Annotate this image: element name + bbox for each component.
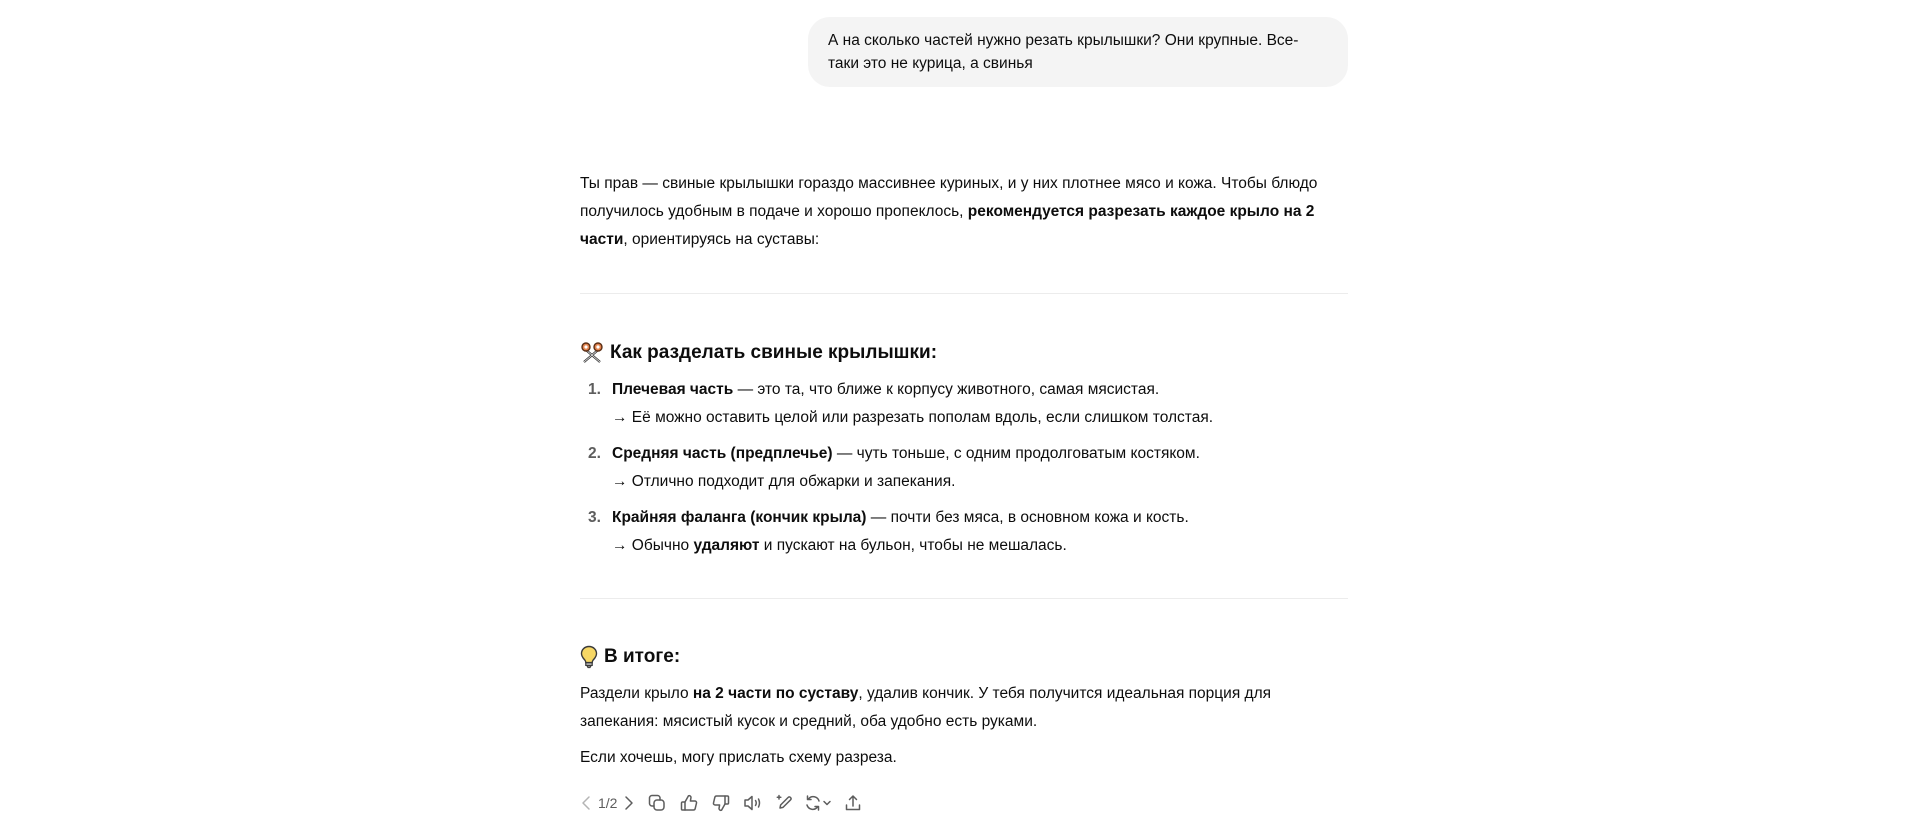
assistant-intro [580, 170, 1348, 254]
section-heading-cutting [580, 339, 937, 367]
offer-paragraph: Если хочешь, могу прислать схему разреза. [580, 749, 897, 766]
chevron-left-icon [581, 795, 591, 811]
divider [580, 598, 1348, 599]
scissors-icon [580, 341, 604, 365]
list-item-subline [612, 468, 1348, 496]
list-item [580, 504, 1348, 560]
edit-in-canvas-button[interactable] [769, 789, 801, 817]
intro-text: Ты прав — свиные крылышки гораздо массивнее куриных, и у них плотнее мясо и кожа. Чтобы блюдо получилось удобным в подаче и хорошо пропеклось, [580, 175, 1318, 220]
list-number: 3. [588, 509, 601, 526]
section-heading-summary [580, 643, 680, 671]
list-item [580, 376, 1348, 432]
list-item-bold: Средняя часть (предплечье) [612, 445, 833, 462]
cutting-steps-list [580, 376, 1348, 568]
thumbs-up-icon [680, 794, 698, 812]
list-item-text: — чуть тоньше, с одним продолговатым костяком. [832, 445, 1200, 462]
list-item-bold: Крайняя фаланга (кончик крыла) [612, 509, 867, 526]
subline-text-end: и пускают на бульон, чтобы не мешалась. [759, 537, 1067, 554]
user-message-text: А на сколько частей нужно резать крылышки? Они крупные. Все-таки это не курица, а свинья [828, 32, 1299, 72]
subline-text: → Обычно [612, 537, 694, 554]
summary-text-end: , удалив кончик. У тебя получится идеальная порция для запекания: мясистый кусок и средний, оба удобно есть руками. [580, 685, 1272, 730]
section-heading-text: Как разделать свиные крылышки: [610, 342, 938, 363]
list-number: 2. [588, 445, 601, 462]
list-item [580, 440, 1348, 496]
divider [580, 293, 1348, 294]
message-action-bar [578, 789, 869, 817]
speaker-icon [743, 794, 763, 812]
list-item-subline [612, 532, 1348, 560]
bad-response-button[interactable] [705, 789, 737, 817]
summary-block [580, 680, 1348, 780]
previous-response-button[interactable] [578, 789, 594, 817]
share-button[interactable] [837, 789, 869, 817]
subline-text: → Её можно оставить целой или разрезать пополам вдоль, если слишком толстая. [612, 409, 1214, 426]
share-upload-icon [844, 794, 862, 812]
list-number: 1. [588, 381, 601, 398]
intro-bold-text: рекомендуется разрезать каждое крыло на 2 части [580, 203, 1315, 248]
copy-button[interactable] [641, 789, 673, 817]
summary-text: Раздели крыло [580, 685, 693, 702]
response-pager [578, 789, 637, 817]
list-item-line [612, 440, 1348, 468]
subline-bold: удаляют [693, 537, 760, 554]
list-item-subline [612, 404, 1348, 432]
summary-paragraph [580, 680, 1348, 736]
lightbulb-icon [580, 645, 598, 669]
thumbs-down-icon [712, 794, 730, 812]
regenerate-button[interactable] [801, 789, 837, 817]
magic-pencil-icon [776, 794, 794, 812]
list-item-bold: Плечевая часть [612, 381, 734, 398]
next-response-button[interactable] [621, 789, 637, 817]
read-aloud-button[interactable] [737, 789, 769, 817]
summary-bold: на 2 части по суставу [692, 685, 859, 702]
good-response-button[interactable] [673, 789, 705, 817]
pager-count: 1/2 [598, 795, 618, 811]
list-item-text: — почти без мяса, в основном кожа и кость. [866, 509, 1189, 526]
intro-paragraph [580, 170, 1348, 254]
list-item-line [612, 376, 1348, 404]
chevron-right-icon [624, 795, 634, 811]
user-message-bubble [808, 17, 1348, 87]
subline-text: → Отлично подходит для обжарки и запекания. [612, 473, 956, 490]
list-item-text: — это та, что ближе к корпусу животного, самая мясистая. [733, 381, 1160, 398]
section-heading-text: В итоге: [604, 646, 681, 667]
intro-text-end: , ориентируясь на суставы: [623, 231, 820, 248]
list-item-line [612, 504, 1348, 532]
refresh-with-dropdown-icon [805, 794, 833, 812]
copy-icon [648, 794, 666, 812]
